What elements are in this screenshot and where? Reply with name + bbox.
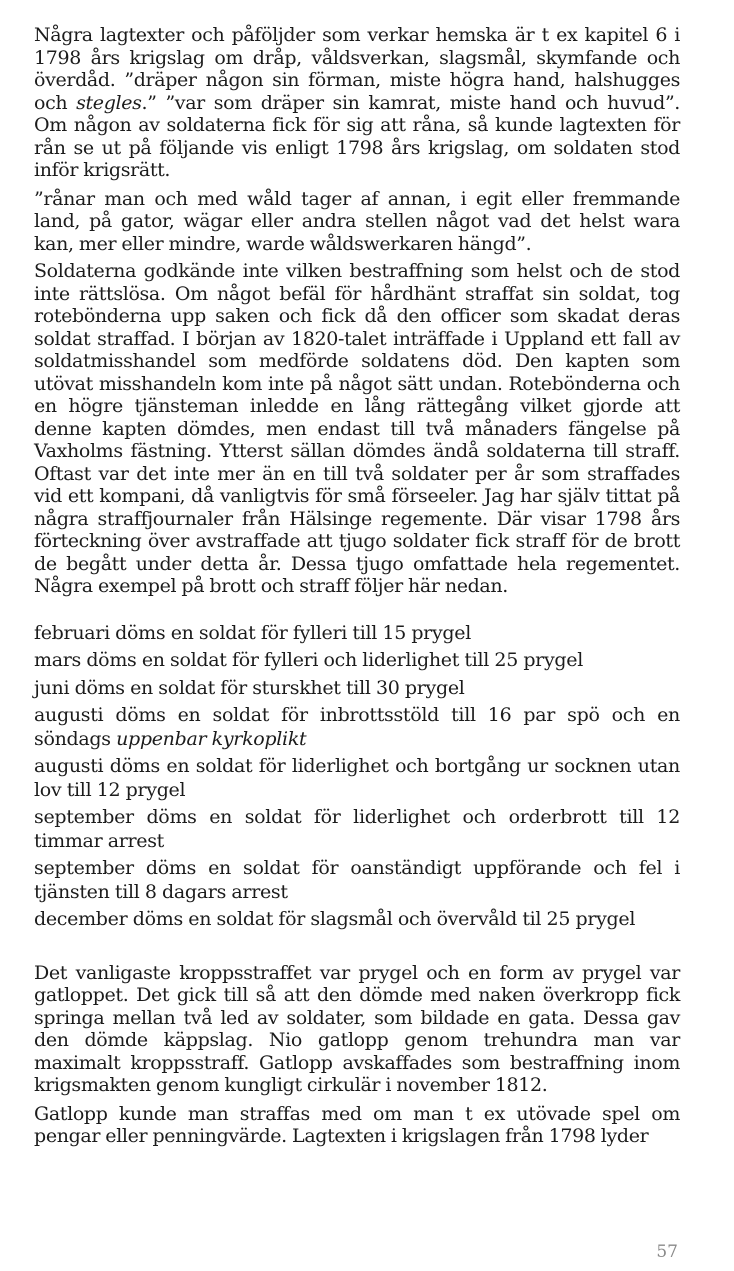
church-penance-term: uppenbar kyrkoplikt [116, 727, 307, 750]
list-item: februari döms en soldat för fylleri till 15 prygel [34, 621, 471, 644]
page-number: 57 [656, 1242, 678, 1262]
list-item: september döms en soldat för oanständigt uppförande och fel i tjänsten till 8 dagars arrest [34, 857, 680, 903]
list-item: mars döms en soldat för fylleri och liderlighet till 25 prygel [34, 649, 583, 671]
punishment-list [34, 622, 680, 932]
list-item: augusti döms en soldat för liderlighet och bortgång ur socknen utan lov till 12 prygel [34, 755, 680, 801]
paragraph-soldier-rights: Soldaterna godkände inte vilken bestraffning som helst och de stod inte rättslösa. Om något befäl för hårdhänt straffat sin soldat, tog rotebönderna upp saken och fick då den officer som skadat deras soldat straffad. I början av 1820-talet inträffade i Uppland ett fall av soldatmisshandel som medförde soldatens död. Den kapten som utövat misshandeln kom inte på något sätt undan. Rotebönderna och en högre tjänsteman inledde en lång rättegång vilket gjorde att denne kapten dömdes, men endast till två månaders fängelse på Vaxholms fästning. Ytterst sällan dömdes ändå soldaterna till straff. Oftast var det inte mer än en till två soldater per år som straffades vid ett kompani, då vanligtvis för små förseeler. Jag har själv tittat på några straffjournaler från Hälsinge regemente. Där visar 1798 års förteckning över avstraffade att tjugo soldater fick straff för de brott de begått under detta år. Dessa tjugo omfattade hela regementet. Några exempel på brott och straff följer här nedan. [34, 260, 680, 597]
stegles-term: stegles [76, 91, 142, 114]
paragraph-gambling: Gatlopp kunde man straffas med om man t ex utövade spel om pengar eller penningvärde. Lagtexten i krigslagen från 1798 lyder [34, 1102, 680, 1147]
paragraph-gauntlet: Det vanligaste kroppsstraffet var prygel och en form av prygel var gatloppet. Det gick till så att den dömde med naken överkropp fick springa mellan två led av soldater, som bildade en gata. Dessa gav den dömde käppslag. Nio gatlopp genom trehundra man var maximalt kroppsstraff. Gatlopp avskaffades som bestraffning inom krigsmakten genom kungligt cirkulär i november 1812. [34, 961, 680, 1096]
paragraph-war-law [34, 24, 680, 182]
list-item: december döms en soldat för slagsmål och övervåld til 25 prygel [34, 908, 636, 930]
list-item: september döms en soldat för liderlighet och orderbrott till 12 timmar arrest [34, 806, 680, 852]
list-item [34, 704, 680, 751]
list-item: juni döms en soldat för sturskhet till 30 prygel [34, 676, 465, 699]
robbery-law-quote: ”rånar man och med wåld tager af annan, i egit eller fremmande land, på gator, wägar eller andra stellen något vad det helst wara kan, mer eller mindre, warde wåldswerkaren hängd”. [34, 187, 680, 255]
paragraph-war-law-text-a: Några lagtexter och påföljder som verkar hemska är t ex kapitel 6 i 1798 års krigslag om dråp, våldsverkan, slagsmål, skymfande och överdåd. ”dräper någon sin förman, miste högra hand, halshugges och [34, 24, 680, 114]
page-body [34, 24, 680, 1154]
list-item-text: augusti döms en soldat för inbrottsstöld till 16 par spö och en söndags [34, 704, 680, 750]
paragraph-war-law-text-c: .” ”var som dräper sin kamrat, miste hand och huvud”. Om någon av soldaterna fick för sig att råna, så kunde lagtexten för rån se ut på följande vis enligt 1798 års krigslag, om soldaten stod inför krigsrätt. [34, 91, 680, 181]
